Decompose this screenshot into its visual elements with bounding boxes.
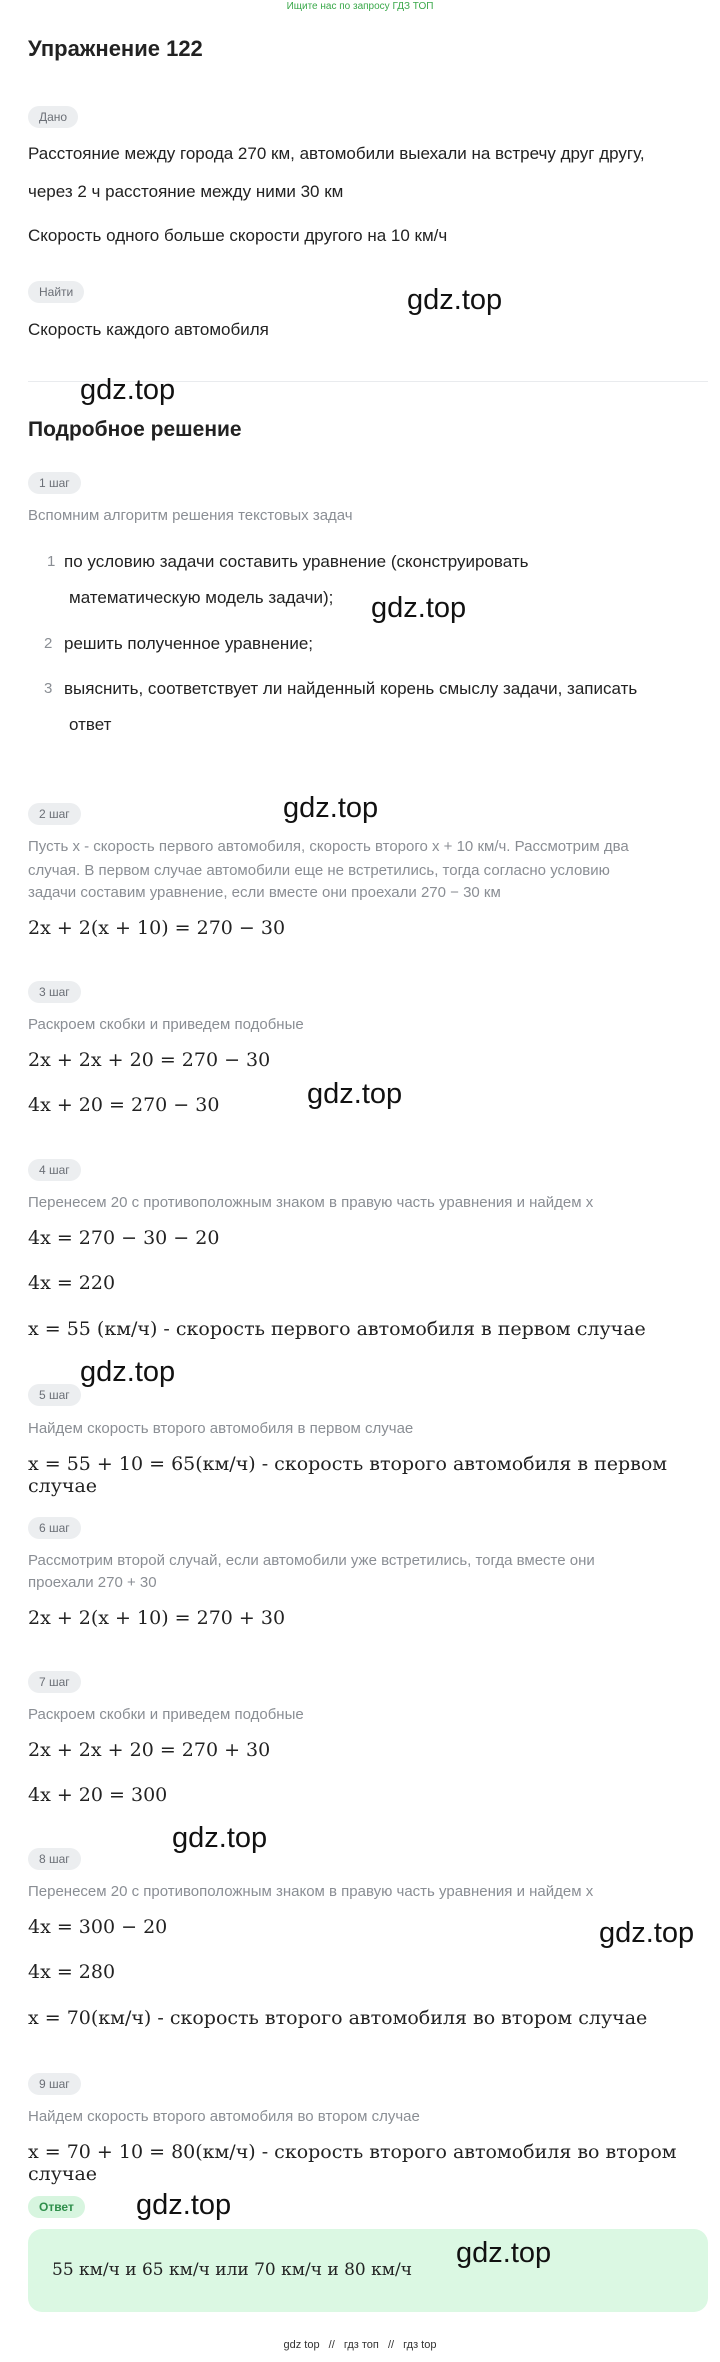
step-3-text: Раскроем скобки и приведем подобные [28,1016,304,1033]
step-1-intro: Вспомним алгоритм решения текстовых задач [28,507,353,524]
step-8-chip: 8 шаг [28,1848,81,1870]
list-item-2-line-1: решить полученное уравнение; [64,634,313,653]
step-1-chip: 1 шаг [28,472,81,494]
watermark: gdz.top [456,2237,552,2269]
step-4-equation-2: 4x = 220 [28,1272,116,1294]
step-3-equation-2: 4x + 20 = 270 − 30 [28,1094,220,1116]
step-7-chip: 7 шаг [28,1671,81,1693]
step-6-line-2: проехали 270 + 30 [28,1574,157,1591]
step-7-equation-1: 2x + 2x + 20 = 270 + 30 [28,1739,271,1761]
step-4-equation-1: 4x = 270 − 30 − 20 [28,1227,220,1249]
step-2-line-3: задачи составим уравнение, если вместе они проехали 270 − 30 км [28,884,501,901]
list-item-3-number: 3 [44,680,53,697]
given-chip: Дано [28,106,78,128]
step-7-equation-2: 4x + 20 = 300 [28,1784,168,1806]
list-item-3-line-1: выяснить, соответствует ли найденный корень смыслу задачи, записать [64,679,638,698]
step-8-text: Перенесем 20 с противоположным знаком в правую часть уравнения и найдем x [28,1883,594,1900]
list-item-1-line-1: по условию задачи составить уравнение (сконструировать [64,552,529,571]
step-6-chip: 6 шаг [28,1517,81,1539]
watermark: gdz.top [172,1822,268,1854]
step-2-equation: 2x + 2(x + 10) = 270 − 30 [28,917,286,939]
step-3-chip: 3 шаг [28,981,81,1003]
step-4-chip: 4 шаг [28,1159,81,1181]
answer-chip: Ответ [28,2196,85,2218]
step-7-text: Раскроем скобки и приведем подобные [28,1706,304,1723]
watermark: gdz.top [283,792,379,824]
list-item-2-number: 2 [44,635,53,652]
footer-link-gdz-top[interactable]: gdz top [283,2339,320,2351]
step-5-equation: x = 55 + 10 = 65(км/ч) - скорость второго автомобиля в первом случае [28,1453,668,1497]
solution-title: Подробное решение [28,418,242,441]
step-6-line-1: Рассмотрим второй случай, если автомобили уже встретились, тогда вместе они [28,1552,595,1569]
footer-separator: // [328,2339,335,2351]
step-3-equation-1: 2x + 2x + 20 = 270 − 30 [28,1049,271,1071]
watermark: gdz.top [371,592,467,624]
step-8-equation-3: x = 70(км/ч) - скорость второго автомобиля во втором случае [28,2007,648,2029]
step-9-chip: 9 шаг [28,2073,81,2095]
step-4-text: Перенесем 20 с противоположным знаком в правую часть уравнения и найдем x [28,1194,594,1211]
given-line-3: Скорость одного больше скорости другого на 10 км/ч [28,226,448,245]
list-item-3-line-2: ответ [69,715,112,734]
find-text: Скорость каждого автомобиля [28,320,269,339]
footer-links [0,2339,720,2351]
find-chip: Найти [28,281,84,303]
footer-link-gdz-top-mixed[interactable]: гдз top [403,2339,437,2351]
watermark: gdz.top [80,1356,176,1388]
page-title: Упражнение 122 [28,36,203,61]
step-2-chip: 2 шаг [28,803,81,825]
step-2-line-2: случая. В первом случае автомобили еще не встретились, тогда согласно условию [28,862,610,879]
step-6-equation: 2x + 2(x + 10) = 270 + 30 [28,1607,286,1629]
watermark: gdz.top [407,284,503,316]
given-line-2: через 2 ч расстояние между ними 30 км [28,182,344,201]
step-2-line-1: Пусть x - скорость первого автомобиля, скорость второго x + 10 км/ч. Рассмотрим два [28,838,629,855]
watermark: gdz.top [599,1917,695,1949]
watermark: gdz.top [80,374,176,406]
step-5-text: Найдем скорость второго автомобиля в первом случае [28,1420,414,1437]
step-4-equation-3: x = 55 (км/ч) - скорость первого автомобиля в первом случае [28,1318,646,1340]
watermark: gdz.top [307,1078,403,1110]
list-item-1-number: 1 [47,553,56,570]
step-9-equation: x = 70 + 10 = 80(км/ч) - скорость второго автомобиля во втором случае [28,2141,677,2185]
step-9-text: Найдем скорость второго автомобиля во втором случае [28,2108,420,2125]
answer-text: 55 км/ч и 65 км/ч или 70 км/ч и 80 км/ч [52,2260,412,2280]
given-line-1: Расстояние между города 270 км, автомобили выехали на встречу друг другу, [28,144,645,163]
list-item-1-line-2: математическую модель задачи); [69,588,334,607]
step-5-chip: 5 шаг [28,1384,81,1406]
footer-link-gdz-top-ru[interactable]: гдз топ [343,2339,379,2351]
footer-separator: // [387,2339,395,2351]
step-8-equation-1: 4x = 300 − 20 [28,1916,168,1938]
top-link[interactable]: Ищите нас по запросу ГДЗ ТОП [286,1,434,12]
watermark: gdz.top [136,2189,232,2221]
step-8-equation-2: 4x = 280 [28,1961,116,1983]
